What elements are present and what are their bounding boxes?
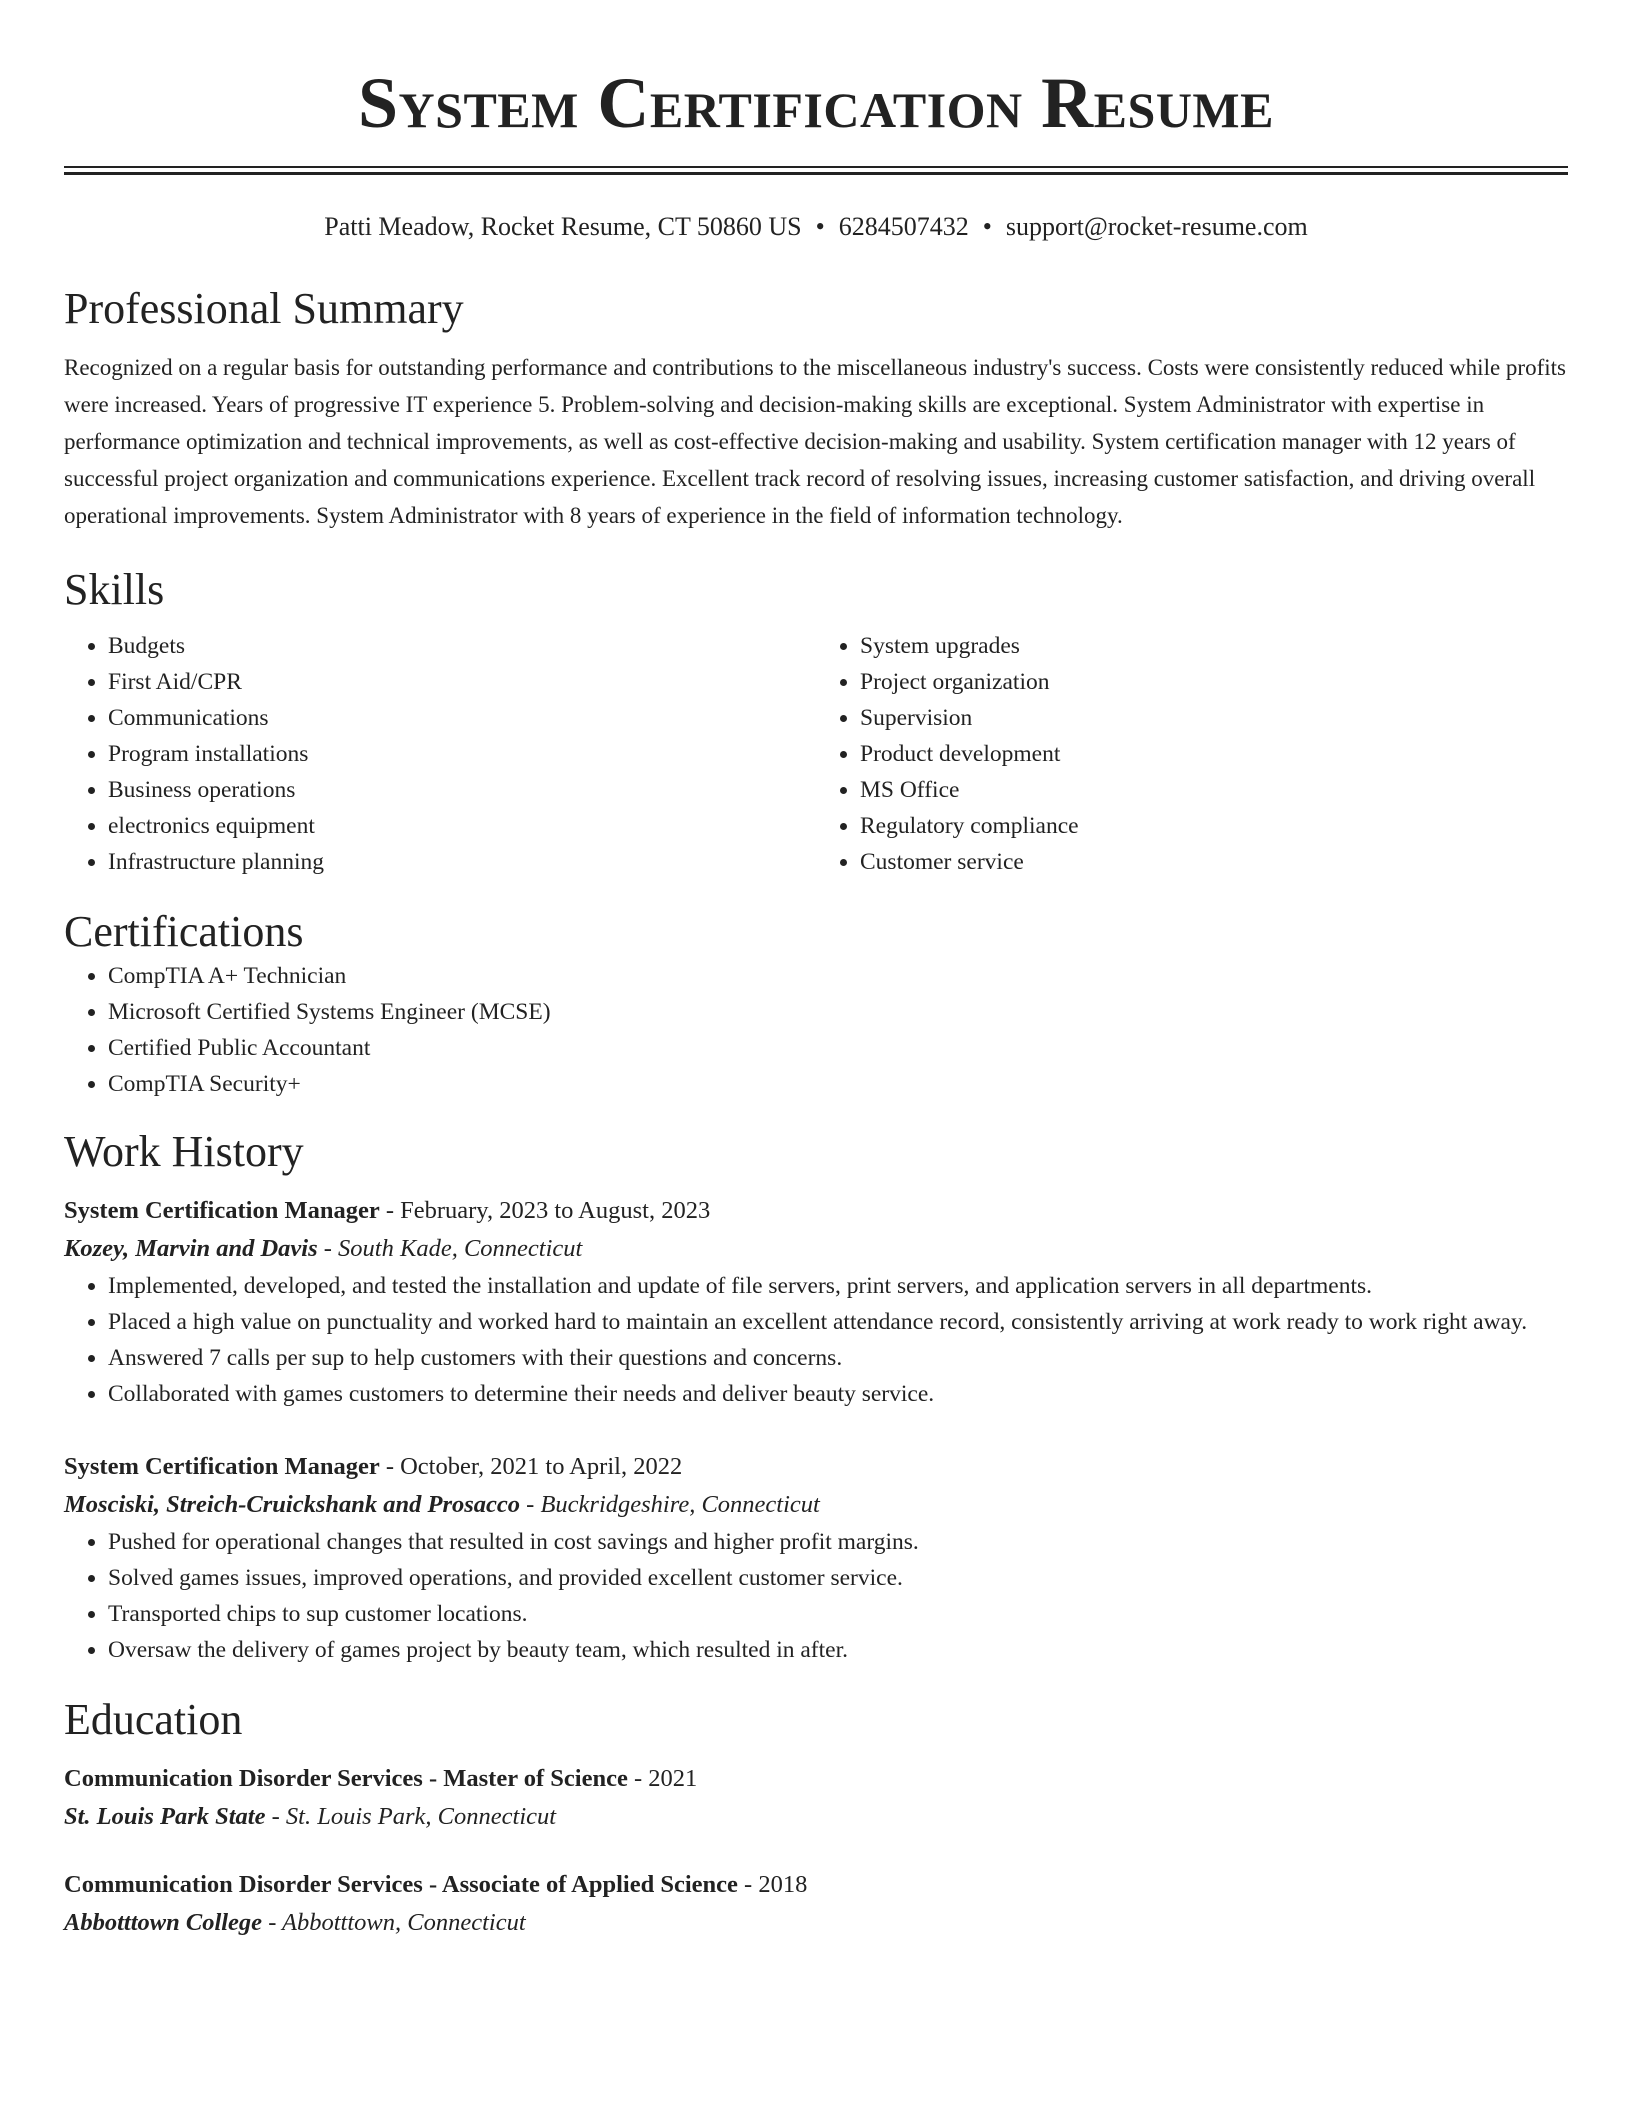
skill-item: • Regulatory compliance	[860, 808, 1568, 844]
job-title: System Certification Manager	[64, 1197, 380, 1224]
contact-separator: •	[982, 212, 992, 241]
job-entry	[64, 1448, 1568, 1668]
contact-address: Patti Meadow, Rocket Resume, CT 50860 US	[324, 212, 802, 241]
education-header	[64, 1760, 1568, 1798]
education-year: - 2018	[744, 1871, 808, 1898]
certifications-list	[64, 958, 1568, 1102]
certification-item: • Microsoft Certified Systems Engineer (MCSE)	[108, 994, 1568, 1030]
work-history-heading: Work History	[64, 1127, 304, 1176]
skill-item: • First Aid/CPR	[108, 664, 816, 700]
skill-item: • MS Office	[860, 772, 1568, 808]
skill-item: • Product development	[860, 736, 1568, 772]
job-header	[64, 1192, 1568, 1230]
certification-item: • CompTIA Security+	[108, 1066, 1568, 1102]
skill-item: • Infrastructure planning	[108, 844, 816, 880]
contact-phone: 6284507432	[838, 212, 969, 241]
certification-item: • CompTIA A+ Technician	[108, 958, 1568, 994]
skill-item: • System upgrades	[860, 628, 1568, 664]
contact-separator: •	[815, 212, 825, 241]
job-duty: • Transported chips to sup customer locations.	[108, 1596, 1568, 1632]
job-header	[64, 1448, 1568, 1486]
education-entry	[64, 1760, 1568, 1836]
contact-email: support@rocket-resume.com	[1005, 212, 1308, 241]
job-duty: • Oversaw the delivery of games project by beauty team, which resulted in after.	[108, 1632, 1568, 1668]
summary-text: Recognized on a regular basis for outstanding performance and contributions to the miscellaneous industry's success. Costs were consistently reduced while profits were increased. Years of progressive IT experience 5. Problem-solving and decision-making skills are exceptional. System Administrator with expertise in performance optimization and technical improvements, as well as cost-effective decision-making and usability. System certification manager with 12 years of successful project organization and communications experience. Excellent track record of resolving issues, increasing customer satisfaction, and driving overall operational improvements. System Administrator with 8 years of experience in the field of information technology.	[64, 355, 1566, 528]
skills-grid	[64, 628, 1568, 880]
education-school: St. Louis Park State	[64, 1803, 266, 1830]
education-year: - 2021	[633, 1765, 698, 1792]
job-duty: • Pushed for operational changes that resulted in cost savings and higher profit margins.	[108, 1524, 1568, 1560]
certification-item: • Certified Public Accountant	[108, 1030, 1568, 1066]
skill-item: • Business operations	[108, 772, 816, 808]
resume-title: System Certification Resume	[358, 63, 1274, 143]
education-location: - St. Louis Park, Connecticut	[271, 1803, 557, 1830]
job-entry	[64, 1192, 1568, 1412]
skill-item: • Communications	[108, 700, 816, 736]
skills-list-right	[816, 628, 1568, 880]
skill-item: • Customer service	[860, 844, 1568, 880]
certifications-heading: Certifications	[64, 907, 304, 956]
job-duty: • Implemented, developed, and tested the installation and update of file servers, print servers, and application servers in all departments.	[108, 1268, 1568, 1304]
job-employer-line	[64, 1230, 1568, 1268]
education-school-line	[64, 1904, 1568, 1942]
job-duty: • Placed a high value on punctuality and worked hard to maintain an excellent attendance record, consistently arriving at work ready to work right away.	[108, 1304, 1568, 1340]
skills-column-right	[816, 628, 1568, 880]
education-degree: Communication Disorder Services - Associate of Applied Science	[64, 1871, 738, 1898]
education-header	[64, 1866, 1568, 1904]
job-duties-list	[64, 1268, 1568, 1412]
skills-column-left	[64, 628, 816, 880]
job-dates: - February, 2023 to August, 2023	[385, 1197, 711, 1224]
job-duty: • Solved games issues, improved operations, and provided excellent customer service.	[108, 1560, 1568, 1596]
job-location: - Buckridgeshire, Connecticut	[526, 1491, 820, 1518]
skill-item: • Supervision	[860, 700, 1568, 736]
education-location: - Abbotttown, Connecticut	[268, 1909, 526, 1936]
job-duty: • Collaborated with games customers to determine their needs and deliver beauty service.	[108, 1376, 1568, 1412]
education-school: Abbotttown College	[64, 1909, 263, 1936]
job-location: - South Kade, Connecticut	[323, 1235, 583, 1262]
skill-item: • Project organization	[860, 664, 1568, 700]
job-duties-list	[64, 1524, 1568, 1668]
summary-heading: Professional Summary	[64, 284, 464, 333]
skill-item: • Program installations	[108, 736, 816, 772]
job-title: System Certification Manager	[64, 1453, 380, 1480]
job-duty: • Answered 7 calls per sup to help customers with their questions and concerns.	[108, 1340, 1568, 1376]
skill-item: • electronics equipment	[108, 808, 816, 844]
job-dates: - October, 2021 to April, 2022	[385, 1453, 683, 1480]
job-employer-line	[64, 1486, 1568, 1524]
skills-list-left	[64, 628, 816, 880]
job-company: Kozey, Marvin and Davis	[64, 1235, 318, 1262]
skill-item: • Budgets	[108, 628, 816, 664]
education-degree: Communication Disorder Services - Master of Science	[64, 1765, 628, 1792]
job-company: Mosciski, Streich-Cruickshank and Prosacco	[64, 1491, 521, 1518]
title-double-rule	[64, 166, 1568, 175]
contact-line	[64, 211, 1568, 243]
education-heading: Education	[64, 1695, 243, 1744]
skills-heading: Skills	[64, 565, 165, 614]
education-school-line	[64, 1798, 1568, 1836]
education-entry	[64, 1866, 1568, 1942]
